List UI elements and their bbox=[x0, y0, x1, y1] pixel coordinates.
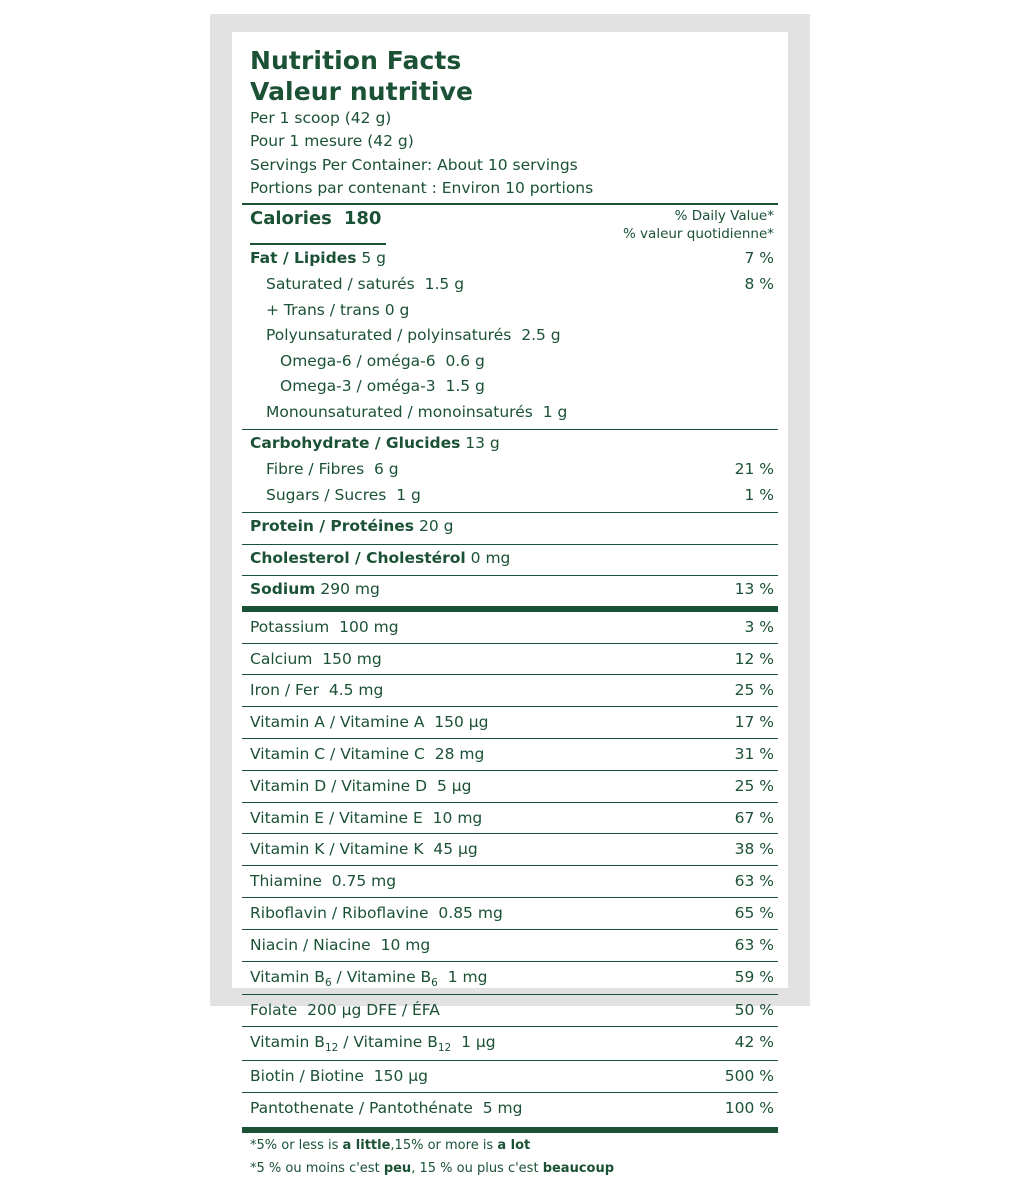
micro-dv: 100 % bbox=[724, 1098, 774, 1117]
footnote-fr-beaucoup: beaucoup bbox=[542, 1160, 615, 1176]
b6-sub: 6 bbox=[324, 976, 332, 989]
row-saturated-name: Saturated / saturés bbox=[266, 275, 415, 293]
list-item bbox=[242, 898, 778, 930]
footnote-en-little: a little bbox=[342, 1137, 391, 1153]
micro-amount: 10 mg bbox=[432, 808, 483, 827]
micro-amount: 150 µg bbox=[434, 713, 489, 732]
list-item bbox=[242, 834, 778, 866]
serving-size-en: Per 1 scoop (42 g) bbox=[250, 109, 392, 127]
b12-sub: 12 bbox=[324, 1042, 339, 1055]
micro-dv: 67 % bbox=[734, 808, 774, 827]
micro-dv: 63 % bbox=[734, 935, 774, 954]
micro-amount: 1 µg bbox=[461, 1033, 496, 1052]
list-item bbox=[242, 675, 778, 707]
micro-name: Thiamine bbox=[250, 872, 322, 891]
footnote-en-mid: ,15% or more is bbox=[390, 1137, 498, 1153]
row-polyunsaturated-amount: 2.5 g bbox=[521, 326, 561, 345]
micro-amount: 1 mg bbox=[447, 967, 488, 986]
row-carbohydrate bbox=[242, 431, 778, 457]
row-sodium-amount: 290 mg bbox=[320, 580, 380, 599]
micro-name: Vitamin D / Vitamine D bbox=[250, 776, 428, 795]
nutrition-facts-panel bbox=[232, 32, 788, 1176]
micro-dv: 17 % bbox=[734, 713, 774, 732]
row-omega6 bbox=[242, 349, 778, 375]
micronutrient-table bbox=[242, 612, 778, 1124]
list-item bbox=[242, 995, 778, 1027]
row-cholesterol bbox=[242, 546, 778, 572]
row-omega3-amount: 1.5 g bbox=[445, 377, 485, 396]
footnote-en bbox=[242, 1133, 778, 1156]
micro-name: Biotin / Biotine bbox=[250, 1067, 364, 1086]
micro-dv: 3 % bbox=[744, 617, 774, 636]
micro-dv: 500 % bbox=[724, 1067, 774, 1086]
micro-name: Potassium bbox=[250, 617, 330, 636]
row-trans bbox=[242, 298, 778, 324]
list-item bbox=[242, 1093, 778, 1124]
servings-per-container-fr: Portions par contenant : Environ 10 portions bbox=[250, 178, 594, 197]
row-saturated-amount: 1.5 g bbox=[424, 275, 465, 293]
row-trans-name: + Trans / trans bbox=[266, 300, 380, 319]
list-item bbox=[242, 771, 778, 803]
label-title-fr: Valeur nutritive bbox=[250, 76, 474, 106]
calories-value: 180 bbox=[343, 208, 382, 229]
footnote-en-pre: *5% or less is bbox=[250, 1137, 343, 1153]
micro-amount: 0.85 mg bbox=[438, 903, 503, 922]
row-monounsaturated-amount: 1 g bbox=[542, 402, 568, 421]
servings-per-container-en: Servings Per Container: About 10 servings bbox=[250, 155, 578, 174]
serving-size-fr: Pour 1 mesure (42 g) bbox=[250, 132, 414, 151]
row-sodium-name: Sodium bbox=[250, 580, 316, 599]
footnote-en-lot: a lot bbox=[497, 1137, 531, 1153]
b12-sub-fr: 12 bbox=[437, 1042, 452, 1055]
footnote-fr-peu: peu bbox=[383, 1160, 412, 1176]
carbohydrate-group bbox=[242, 430, 778, 508]
list-item bbox=[242, 612, 778, 644]
list-item: Vitamin $B_6$ / Vitamine $B_6$ 1 mg 59 % bbox=[242, 962, 778, 996]
row-fat bbox=[242, 246, 778, 272]
micro-dv: 59 % bbox=[734, 967, 774, 986]
row-fibre-amount: 6 g bbox=[374, 459, 399, 478]
row-fibre-dv: 21 % bbox=[734, 459, 774, 478]
row-saturated-dv: 8 % bbox=[744, 275, 774, 293]
footnote-fr-mid: , 15 % ou plus c'est bbox=[411, 1160, 543, 1176]
row-carbohydrate-amount: 13 g bbox=[465, 434, 500, 453]
sodium-group bbox=[242, 576, 778, 603]
footnote-fr bbox=[242, 1156, 778, 1178]
row-monounsaturated-name: Monounsaturated / monoinsaturés bbox=[266, 402, 533, 421]
micro-dv: 25 % bbox=[734, 681, 774, 700]
micro-dv: 65 % bbox=[734, 903, 774, 922]
micro-dv: 25 % bbox=[734, 776, 774, 795]
row-omega6-amount: 0.6 g bbox=[445, 351, 485, 370]
cholesterol-group bbox=[242, 545, 778, 572]
micro-amount: 10 mg bbox=[380, 935, 431, 954]
daily-value-header-en: % Daily Value* bbox=[674, 208, 774, 224]
row-cholesterol-name: Cholesterol / Cholestérol bbox=[250, 548, 466, 567]
micro-name: Vitamin K / Vitamine K bbox=[250, 840, 424, 859]
row-polyunsaturated-name: Polyunsaturated / polyinsaturés bbox=[266, 326, 512, 345]
micro-dv: 50 % bbox=[734, 1001, 774, 1020]
micro-name: Riboflavin / Riboflavine bbox=[250, 903, 429, 922]
micro-amount: 5 mg bbox=[482, 1098, 523, 1117]
list-item bbox=[242, 739, 778, 771]
micro-name: Niacin / Niacine bbox=[250, 935, 371, 954]
row-sugars-name: Sugars / Sucres bbox=[266, 485, 387, 504]
row-omega3 bbox=[242, 374, 778, 400]
row-saturated bbox=[242, 272, 778, 298]
list-item bbox=[242, 930, 778, 962]
micro-amount: 5 µg bbox=[436, 776, 472, 795]
micro-amount: 200 µg DFE / ÉFA bbox=[307, 1001, 440, 1020]
micro-name: Calcium bbox=[250, 649, 313, 668]
row-carbohydrate-name: Carbohydrate / Glucides bbox=[250, 434, 461, 453]
micro-dv: 42 % bbox=[734, 1033, 774, 1052]
row-protein-name: Protein / Protéines bbox=[250, 517, 415, 536]
calories-label: Calories bbox=[250, 208, 332, 229]
micro-dv: 12 % bbox=[734, 649, 774, 668]
micro-amount: 4.5 mg bbox=[328, 681, 384, 700]
micro-name: Vitamin C / Vitamine C bbox=[250, 744, 425, 763]
micro-amount: 0.75 mg bbox=[331, 872, 397, 891]
micro-dv: 63 % bbox=[734, 872, 774, 891]
micro-amount: 45 µg bbox=[433, 840, 478, 859]
list-item bbox=[242, 866, 778, 898]
micro-amount: 150 µg bbox=[373, 1067, 428, 1086]
row-fat-dv: 7 % bbox=[744, 249, 774, 268]
row-sugars-dv: 1 % bbox=[744, 485, 774, 504]
micro-amount: 28 mg bbox=[434, 744, 485, 763]
calories-row bbox=[242, 207, 778, 243]
label-title-en: Nutrition Facts bbox=[250, 46, 462, 75]
micro-name: Vitamin A / Vitamine A bbox=[250, 713, 425, 732]
fat-group bbox=[242, 245, 778, 425]
row-sodium bbox=[242, 577, 778, 603]
row-polyunsaturated bbox=[242, 323, 778, 349]
row-fat-amount: 5 g bbox=[361, 249, 387, 268]
row-omega3-name: Omega-3 / oméga-3 bbox=[280, 377, 436, 396]
row-fibre bbox=[242, 457, 778, 483]
divider-after-servings bbox=[242, 203, 778, 205]
protein-group bbox=[242, 513, 778, 540]
row-omega6-name: Omega-6 / oméga-6 bbox=[280, 351, 436, 370]
b6-sub-fr: 6 bbox=[431, 976, 438, 989]
row-trans-amount: 0 g bbox=[384, 300, 410, 319]
list-item bbox=[242, 707, 778, 739]
micro-amount: 150 mg bbox=[322, 649, 382, 668]
micro-amount: 100 mg bbox=[339, 617, 399, 636]
micro-name: Vitamin E / Vitamine E bbox=[250, 808, 423, 827]
micro-dv: 38 % bbox=[734, 840, 774, 859]
footnote-fr-pre: *5 % ou moins c'est bbox=[250, 1160, 384, 1176]
micro-dv: 31 % bbox=[734, 744, 774, 763]
micro-name: Iron / Fer bbox=[250, 681, 319, 700]
list-item bbox=[242, 1061, 778, 1093]
row-protein bbox=[242, 514, 778, 540]
micro-name: Pantothenate / Pantothénate bbox=[250, 1098, 473, 1117]
daily-value-header-fr: % valeur quotidienne* bbox=[622, 226, 774, 243]
row-sugars bbox=[242, 483, 778, 509]
row-sodium-dv: 13 % bbox=[734, 580, 774, 599]
row-monounsaturated bbox=[242, 400, 778, 426]
row-fibre-name: Fibre / Fibres bbox=[266, 459, 365, 478]
row-cholesterol-amount: 0 mg bbox=[470, 548, 511, 567]
list-item bbox=[242, 803, 778, 835]
row-sugars-amount: 1 g bbox=[396, 485, 421, 504]
row-protein-amount: 20 g bbox=[418, 517, 454, 536]
list-item: Vitamin $B_{12}$ / Vitamine $B_{12}$ 1 µg 42 % bbox=[242, 1027, 778, 1061]
row-fat-name: Fat / Lipides bbox=[250, 249, 357, 268]
micro-name: Folate bbox=[250, 1001, 298, 1020]
list-item bbox=[242, 644, 778, 676]
